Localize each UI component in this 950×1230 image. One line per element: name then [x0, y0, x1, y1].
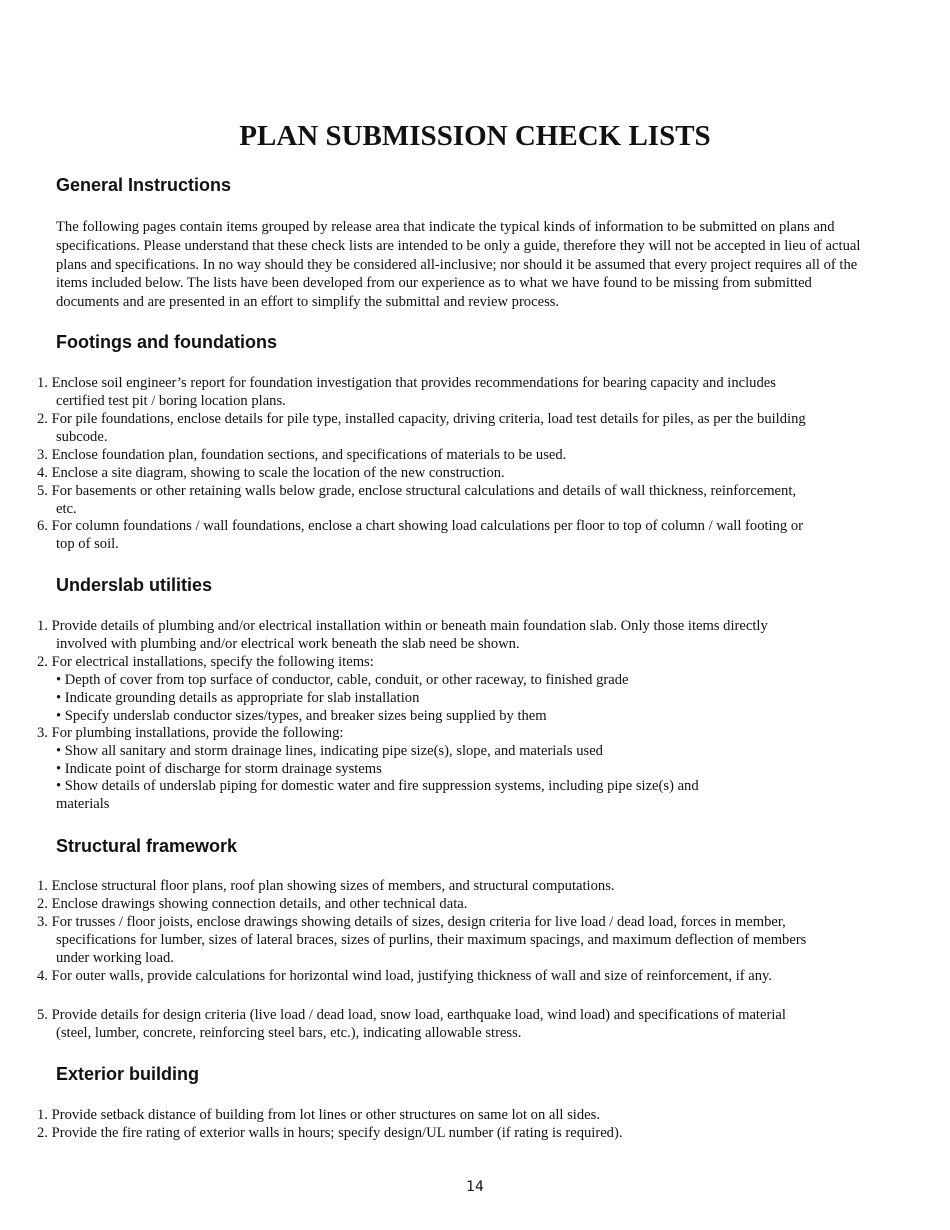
footings-item-2: 2. For pile foundations, enclose details for pile type, installed capacity, driving criteria, load test details for piles, as per the building: [37, 411, 806, 427]
underslab-item-3: 3. For plumbing installations, provide the following:: [37, 725, 344, 741]
section-heading-general: General Instructions: [56, 175, 232, 195]
footings-item-2-cont: subcode.: [56, 429, 108, 445]
page-title: PLAN SUBMISSION CHECK LISTS: [239, 120, 711, 152]
underslab-item-1: 1. Provide details of plumbing and/or electrical installation within or beneath main foundation slab. Only those items directly: [37, 618, 768, 634]
footings-item-3: 3. Enclose foundation plan, foundation sections, and specifications of materials to be used.: [37, 447, 567, 463]
structural-item-5: 5. Provide details for design criteria (live load / dead load, snow load, earthquake load, wind load) and specifications of material: [37, 1007, 786, 1023]
underslab-bullet: • Indicate point of discharge for storm drainage systems: [56, 761, 382, 777]
footings-item-4: 4. Enclose a site diagram, showing to scale the location of the new construction.: [37, 465, 505, 481]
underslab-item-1-cont: involved with plumbing and/or electrical work beneath the slab need be shown.: [56, 636, 520, 652]
structural-item-5-cont: (steel, lumber, concrete, reinforcing steel bars, etc.), indicating allowable stress.: [56, 1025, 522, 1041]
section-heading-exterior: Exterior building: [56, 1064, 200, 1084]
section-heading-underslab: Underslab utilities: [56, 575, 213, 595]
footings-item-6-cont: top of soil.: [56, 536, 119, 552]
section-heading-structural: Structural framework: [56, 836, 238, 856]
structural-item-3-cont: specifications for lumber, sizes of lateral braces, sizes of purlins, their maximum spacings, and maximum deflection of members: [56, 932, 807, 948]
footings-item-6: 6. For column foundations / wall foundations, enclose a chart showing load calculations per floor to top of column / wall footing or: [37, 518, 804, 534]
exterior-item-2: 2. Provide the fire rating of exterior walls in hours; specify design/UL number (if rating is required).: [37, 1125, 623, 1141]
underslab-bullet: • Specify underslab conductor sizes/types, and breaker sizes being supplied by them: [56, 708, 547, 724]
footings-item-5: 5. For basements or other retaining walls below grade, enclose structural calculations and details of wall thickness, reinforcement,: [37, 483, 797, 499]
underslab-bullet: • Depth of cover from top surface of conductor, cable, conduit, or other raceway, to finished grade: [56, 672, 629, 688]
page-number: 14: [466, 1179, 484, 1195]
underslab-item-2: 2. For electrical installations, specify the following items:: [37, 654, 374, 670]
underslab-bullet: • Show details of underslab piping for domestic water and fire suppression systems, including pipe size(s) and: [56, 778, 699, 794]
underslab-bullet: • Show all sanitary and storm drainage lines, indicating pipe size(s), slope, and materials used: [56, 743, 603, 759]
footings-item-1-cont: certified test pit / boring location plans.: [56, 393, 286, 409]
structural-item-4: 4. For outer walls, provide calculations for horizontal wind load, justifying thickness of wall and size of reinforcement, if any.: [37, 968, 773, 984]
structural-item-2: 2. Enclose drawings showing connection details, and other technical data.: [37, 896, 468, 912]
footings-item-1: 1. Enclose soil engineer’s report for foundation investigation that provides recommendations for bearing capacity and includes: [37, 375, 776, 391]
exterior-item-1: 1. Provide setback distance of building from lot lines or other structures on same lot on all sides.: [37, 1107, 600, 1123]
general-instructions-paragraph: The following pages contain items grouped by release area that indicate the typical kinds of information to be submitted on plans and specifications. Please understand that these check lists are intended to be only a guide, therefore they will not be accepted in lieu of actual plans and specifications. In no way should they be considered all-inclusive; nor should it be assumed that every project requires all of the items included below. The lists have been developed from our experience as to what we have found to be missing from submitted documents and are presented in an effort to simplify the submittal and review process.: [56, 219, 861, 311]
structural-item-3: 3. For trusses / floor joists, enclose drawings showing details of sizes, design criteria for live load / dead load, forces in member,: [37, 914, 786, 930]
footings-item-5-cont: etc.: [56, 501, 77, 517]
section-heading-footings: Footings and foundations: [56, 332, 277, 352]
underslab-bullet-cont: materials: [56, 796, 110, 812]
structural-item-1: 1. Enclose structural floor plans, roof plan showing sizes of members, and structural computations.: [37, 878, 615, 894]
structural-item-3-cont: under working load.: [56, 950, 174, 966]
underslab-bullet: • Indicate grounding details as appropriate for slab installation: [56, 690, 420, 706]
